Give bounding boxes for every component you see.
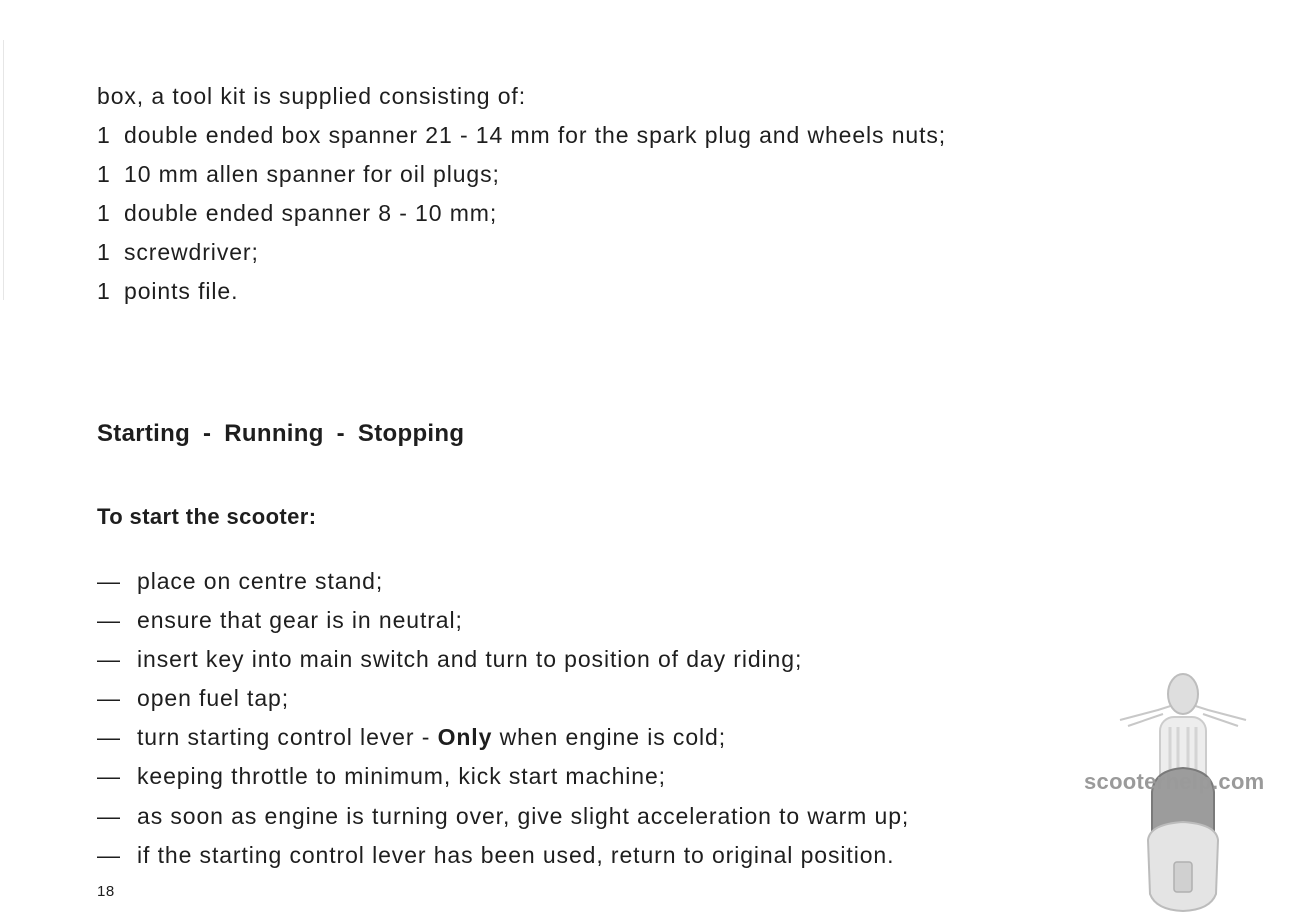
tool-kit-intro: box, a tool kit is supplied consisting of: xyxy=(97,83,527,109)
step-dash: — xyxy=(97,685,121,711)
tool-kit-item xyxy=(97,159,500,189)
tool-kit-item xyxy=(97,276,238,306)
tool-kit-item xyxy=(97,120,946,150)
tool-text: points file. xyxy=(124,278,239,304)
tool-qty: 1 xyxy=(97,161,111,187)
step-text: ensure that gear is in neutral; xyxy=(137,607,463,633)
start-step xyxy=(97,644,802,674)
step-dash: — xyxy=(97,646,121,672)
tool-qty: 1 xyxy=(97,122,111,148)
tool-text: double ended box spanner 21 - 14 mm for the spark plug and wheels nuts; xyxy=(124,122,947,148)
start-step xyxy=(97,566,383,596)
step-dash: — xyxy=(97,724,121,750)
step-emphasis: Only xyxy=(437,724,493,750)
tool-kit-item xyxy=(97,198,497,228)
start-step xyxy=(97,840,894,870)
page-number: 18 xyxy=(97,883,115,900)
start-step xyxy=(97,722,726,752)
step-text: open fuel tap; xyxy=(137,685,289,711)
step-dash: — xyxy=(97,568,121,594)
watermark: scooterhelp.com xyxy=(1084,769,1265,794)
step-text: keeping throttle to minimum, kick start machine; xyxy=(137,763,666,789)
step-text: when engine is cold; xyxy=(492,724,727,750)
step-dash: — xyxy=(97,842,121,868)
page-edge-line xyxy=(3,40,4,300)
tool-kit-item xyxy=(97,237,259,267)
tool-text: screwdriver; xyxy=(124,239,259,265)
tool-qty: 1 xyxy=(97,278,111,304)
start-step xyxy=(97,761,666,791)
step-dash: — xyxy=(97,607,121,633)
start-step xyxy=(97,683,289,713)
step-text: insert key into main switch and turn to position of day riding; xyxy=(137,646,803,672)
tool-qty: 1 xyxy=(97,200,111,226)
tool-qty: 1 xyxy=(97,239,111,265)
step-dash: — xyxy=(97,803,121,829)
section-heading: Starting - Running - Stopping xyxy=(97,420,465,447)
tool-text: 10 mm allen spanner for oil plugs; xyxy=(124,161,500,187)
step-text: place on centre stand; xyxy=(137,568,384,594)
tool-text: double ended spanner 8 - 10 mm; xyxy=(124,200,498,226)
step-text: turn starting control lever - xyxy=(137,724,438,750)
step-dash: — xyxy=(97,763,121,789)
step-text: if the starting control lever has been used, return to original position. xyxy=(137,842,895,868)
start-step xyxy=(97,605,463,635)
start-step xyxy=(97,801,909,831)
section-subheading: To start the scooter: xyxy=(97,504,317,529)
step-text: as soon as engine is turning over, give slight acceleration to warm up; xyxy=(137,803,910,829)
